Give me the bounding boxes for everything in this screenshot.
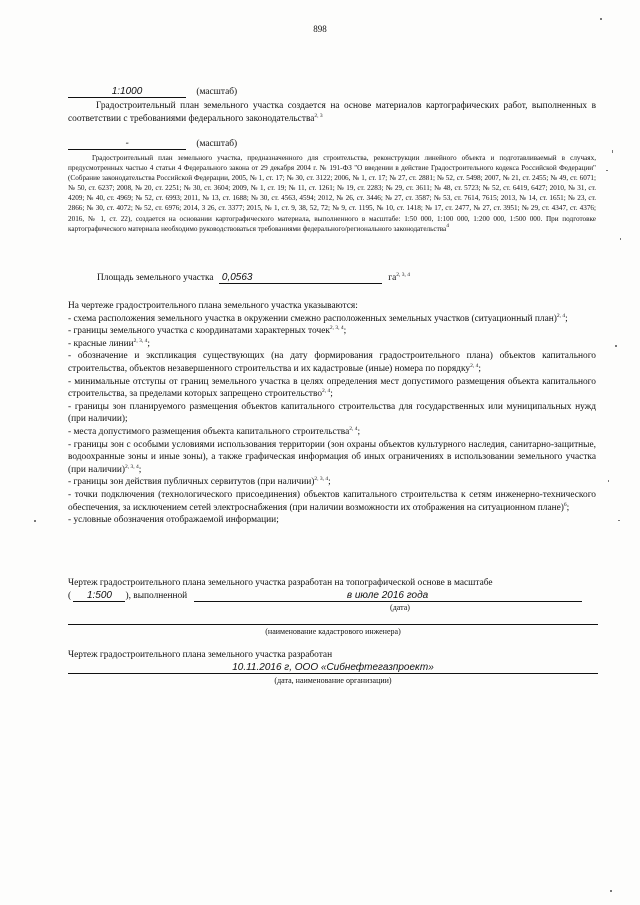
engineer-line bbox=[68, 624, 598, 625]
scale-row-2 bbox=[68, 138, 237, 151]
scan-speck bbox=[34, 520, 36, 522]
cartography-sup: 2, 3 bbox=[314, 112, 323, 119]
topo-date-value: в июле 2016 года bbox=[194, 590, 582, 602]
topo-scale-value: 1:500 bbox=[73, 590, 125, 602]
developed-caption: (дата, наименование организации) bbox=[274, 676, 392, 685]
area-unit-sup: 2, 3, 4 bbox=[396, 272, 411, 278]
area-label: Площадь земельного участка bbox=[97, 273, 214, 283]
scale-value-2: - bbox=[68, 138, 186, 150]
topo-row bbox=[68, 590, 582, 603]
topo-text: Чертеж градостроительного плана земельного участка разработан на топографической основе в масштабе bbox=[68, 578, 493, 588]
linear-object-footnote bbox=[68, 153, 596, 234]
list-item: - красные линии$^{2, 3, 4}$; bbox=[68, 337, 150, 349]
cartography-text: Градостроительный план земельного участка создается на основе материалов картографических работ, выполненных в соответствии с требованиями федерального законодательства bbox=[68, 101, 596, 124]
developed-text: Чертеж градостроительного плана земельного участка разработан bbox=[68, 650, 333, 660]
area-unit: га bbox=[388, 273, 397, 283]
list-item: - условные обозначения отображаемой информации; bbox=[68, 515, 279, 526]
developed-row bbox=[68, 662, 598, 675]
drawing-list bbox=[68, 300, 596, 527]
topo-scale-close: ), выполненной bbox=[125, 591, 188, 601]
drawing-list-intro: На чертеже градостроительного плана земельного участка указываются: bbox=[68, 301, 358, 311]
list-item: - минимальные отступы от границ земельного участка в целях определения мест допустимого размещения объекта капитального строительства, за пределами которых запрещено строительство$^{2, 4}$; bbox=[68, 376, 596, 400]
list-item: - границы зон планируемого размещения объектов капитального строительства для государственных или муниципальных нужд (при наличии); bbox=[68, 401, 596, 425]
scan-speck bbox=[620, 238, 621, 240]
engineer-caption: (наименование кадастрового инженера) bbox=[265, 627, 401, 636]
list-item: - границы зон действия публичных сервитутов (при наличии)$^{2, 3, 4}$; bbox=[68, 476, 331, 488]
scale-value: 1:1000 bbox=[68, 86, 186, 98]
cartography-note bbox=[68, 100, 596, 125]
scan-speck bbox=[612, 150, 613, 153]
scan-speck bbox=[600, 18, 602, 20]
list-item: - границы земельного участка с координатами характерных точек$^{2, 3, 4}$; bbox=[68, 325, 347, 337]
scale-label-2: (масштаб) bbox=[196, 139, 238, 149]
scan-speck bbox=[610, 890, 612, 892]
linear-object-sup: 4 bbox=[446, 222, 449, 229]
scan-speck bbox=[608, 480, 609, 482]
scan-speck bbox=[606, 170, 608, 171]
scan-speck bbox=[615, 345, 617, 347]
scan-speck bbox=[618, 520, 620, 521]
list-item: - границы зон с особыми условиями использования территории (зон охраны объектов культурного наследия, санитарно-защитные, водоохранные зоны и иные зоны), а также графическая информация об иных ограничениях в использовании земельного участка (при наличии)$^{2, 3, 4}$; bbox=[68, 439, 596, 475]
topo-scale-open: ( bbox=[68, 591, 72, 601]
list-item: - точки подключения (технологического присоединения) объектов капитального строительства к сетям инженерно-технического обеспечения, за исключением сетей электроснабжения (при наличии возможности их отображения на ситуационном плане)$^6$; bbox=[68, 489, 596, 513]
linear-object-text: Градостроительный план земельного участка, предназначенного для строительства, реконструкции линейного объекта и подготавливаемый в случаях, предусмотренных частью 4 статьи 4 Федерального закона от 29 декабря 2004 г. № 191-ФЗ "О введении в действие Градостроительного кодекса Российской Федерации" (Собрание законодательства Российской Федерации, 2005, № 1, ст. 17; № 30, ст. 3122; 2006, № 1, ст. 17; № 27, ст. 2881; № 52, ст. 5498; 2007, № 21, ст. 2455; № 49, ст. 6071; № 50, ст. 6237; 2008, № 20, ст. 2251; № 30, ст. 3604; 2009, № 1, ст. 19; № 11, ст. 1261; № 19, ст. 2283; № 29, ст. 3611; № 48, ст. 5723; № 52, ст. 6419, 6427; 2010, № 31, ст. 4209; № 40, ст. 4969; № 52, ст. 6993; 2011, № 13, ст. 1688; № 30, ст. 4563, 4594; 2012, № 26, ст. 3446; № 27, ст. 3587; № 53, ст. 7614, 7615; 2013, № 14, ст. 1651; № 23, ст. 2866; № 30, ст. 4072; № 52, ст. 6976; 2014, 3 26, ст. 3377; 2015, № 1, ст. 9, 38, 52, 72; № 9, ст. 1195, № 10, ст. 1418; № 17, ст. 2477, № 27, ст. 3951; № 29, ст. 4347, ст. 4376; 2016, № 1, ст. 22), создается на основании картографического материала, выполненного в масштабе: 1:50 000, 1:100 000, 1:200 000, 1:500 000. При подготовке картографического материала необходимо руководствоваться требованиями федерального/регионального законодательства bbox=[68, 154, 596, 233]
topo-date-caption: (дата) bbox=[390, 603, 410, 612]
list-item: - схема расположения земельного участка в окружении смежно расположенных земельных участков (ситуационный план)$^{2, 4}$; bbox=[68, 312, 568, 324]
scale-row bbox=[68, 86, 237, 99]
developed-value: 10.11.2016 г, ООО «Сибнефтегазпроект» bbox=[68, 662, 598, 674]
page-number: 898 bbox=[313, 24, 327, 34]
area-value: 0,0563 bbox=[219, 272, 382, 284]
list-item: - места допустимого размещения объекта капитального строительства$^{2, 4}$; bbox=[68, 425, 361, 437]
scale-label: (масштаб) bbox=[196, 87, 238, 97]
area-row bbox=[97, 272, 410, 285]
list-item: - обозначение и экспликация существующих (на дату формирования градостроительного плана) объектов капитального строительства, объектов незавершенного строительства и их кадастровые (иные) номера по порядку$^{2, 4}$; bbox=[68, 351, 596, 374]
